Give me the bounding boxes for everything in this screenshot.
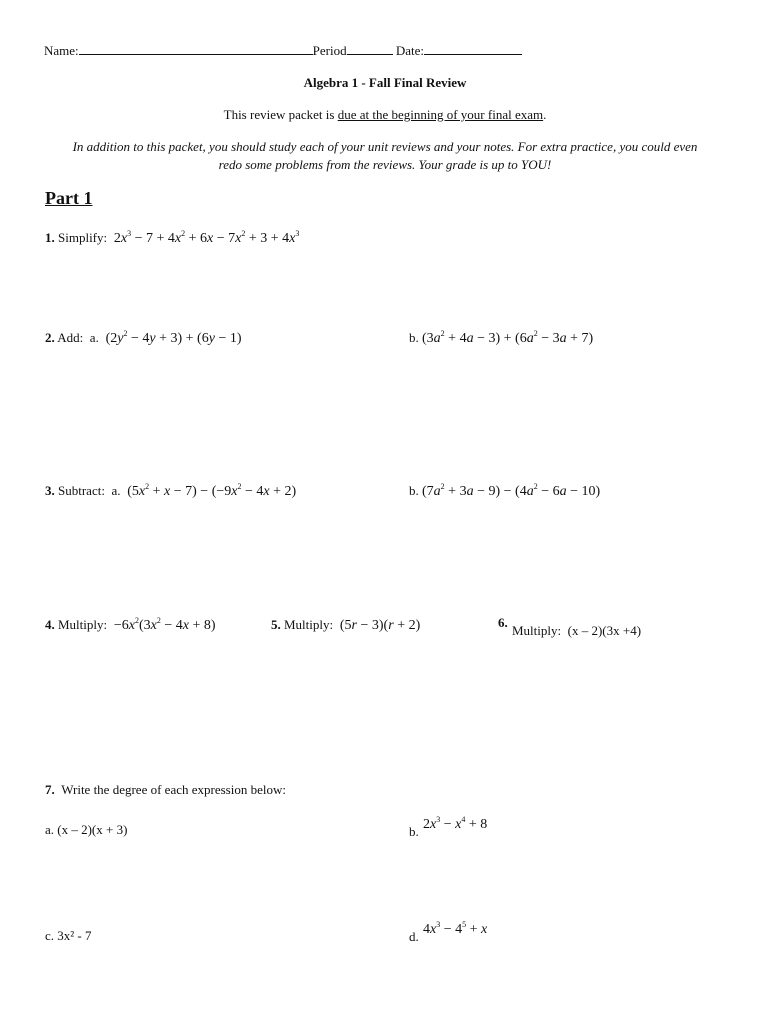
q7-label: Write the degree of each expression below: <box>61 782 286 797</box>
question-2b <box>409 330 593 347</box>
question-7 <box>45 782 286 798</box>
q2-b-label: b. <box>409 330 419 345</box>
question-6 <box>498 615 508 631</box>
q5-number: 5. <box>271 617 281 632</box>
date-blank[interactable] <box>424 41 522 55</box>
name-field[interactable] <box>44 41 522 59</box>
question-1 <box>45 230 299 247</box>
q3-b-label: b. <box>409 483 419 498</box>
q7-number: 7. <box>45 782 55 797</box>
q7-c: c. 3x² - 7 <box>45 928 92 943</box>
q7-d-expression: $4x^3 - 4^5 + x$ <box>423 920 488 937</box>
q3-a-expression: $(5x^2 + x - 7) - (-9x^2 - 4x + 2)$ <box>123 482 297 499</box>
q2-number: 2. <box>45 330 55 345</box>
q4-expression: $-6x^2(3x^2 - 4x + 8)$ <box>110 616 216 633</box>
q7-d-label: d. <box>409 929 419 944</box>
q3-label: Subtract: <box>58 483 105 498</box>
name-label: Name: <box>44 43 79 58</box>
q6-label: Multiply: <box>512 623 562 638</box>
q6-expression: (x – 2)(3x +4) <box>567 623 642 638</box>
q2-a-label: a. <box>89 330 99 345</box>
q3-b-expression: $(7a^2 + 3a - 9) - (4a^2 - 6a - 10)$ <box>422 482 601 499</box>
q2-label: Add: <box>57 330 84 345</box>
question-4 <box>45 617 216 634</box>
question-2a <box>45 330 242 347</box>
question-5 <box>271 617 420 634</box>
q6-number: 6. <box>498 615 508 630</box>
page-title: Algebra 1 - Fall Final Review <box>303 75 467 90</box>
name-blank[interactable] <box>79 41 313 55</box>
question-6-body <box>512 623 641 639</box>
q5-expression: (5r − 3)(r + 2) <box>336 618 421 633</box>
q4-number: 4. <box>45 617 55 632</box>
period-blank[interactable] <box>347 41 393 55</box>
part-heading: Part 1 <box>45 188 93 208</box>
period-label: Period <box>312 43 347 58</box>
due-underlined: due at the beginning of your final exam <box>337 107 544 122</box>
q7-b-label: b. <box>409 824 419 839</box>
q1-expression: $2x^3 - 7 + 4x^2 + 6x - 7x^2 + 3 + 4x^3$ <box>110 229 300 246</box>
due-prefix: This review packet is <box>223 107 338 122</box>
q1-label: Simplify: <box>58 230 108 245</box>
q2-b-expression: $(3a^2 + 4a - 3) + (6a^2 - 3a + 7)$ <box>422 329 594 346</box>
q2-a-expression: $(2y^2 - 4y + 3) + (6y - 1)$ <box>102 329 242 346</box>
question-3b <box>409 483 600 500</box>
q7-b-expression: $2x^3 - x^4 + 8$ <box>423 815 488 832</box>
date-label: Date: <box>395 43 425 58</box>
q4-label: Multiply: <box>58 617 108 632</box>
due-note <box>0 107 770 123</box>
question-3a <box>45 483 296 500</box>
q3-a-label: a. <box>111 483 121 498</box>
instructions-line-2: redo some problems from the reviews. Your grade is up to YOU! <box>218 157 552 172</box>
q5-label: Multiply: <box>284 617 334 632</box>
due-suffix: . <box>543 107 547 122</box>
instructions-line-1: In addition to this packet, you should study each of your unit reviews and your notes. For extra practice, you could even <box>72 139 698 154</box>
q7-a: a. (x – 2)(x + 3) <box>45 822 128 837</box>
q3-number: 3. <box>45 483 55 498</box>
q1-number: 1. <box>45 230 55 245</box>
